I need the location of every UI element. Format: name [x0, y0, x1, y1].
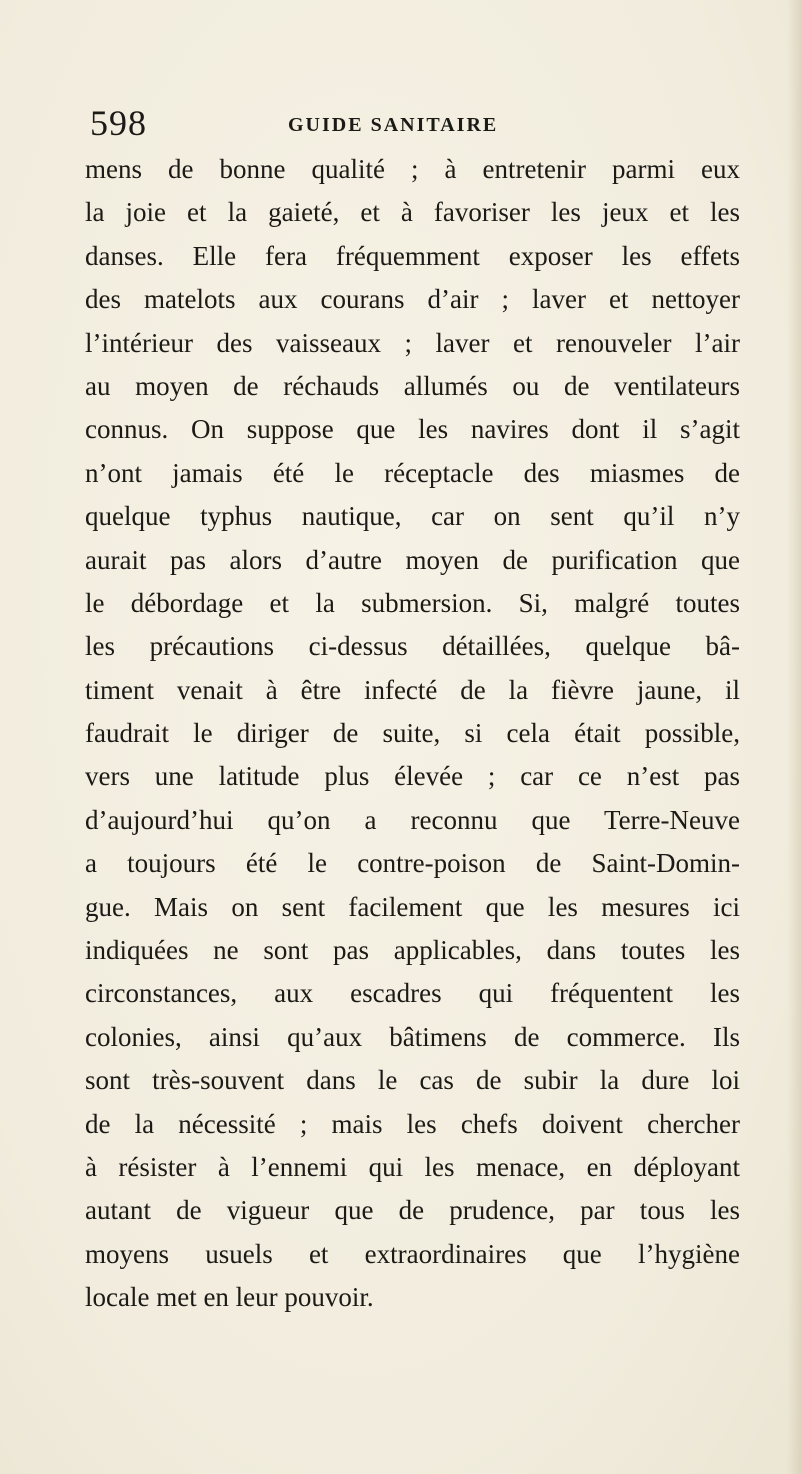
text-line: la joie et la gaieté, et à favoriser les jeux et les: [85, 197, 740, 228]
text-line: sont très-souvent dans le cas de subir la dure loi: [85, 1065, 740, 1096]
text-line: l’intérieur des vaisseaux ; laver et renouveler l’air: [85, 327, 740, 358]
text-line: moyens usuels et extraordinaires que l’hygiène: [85, 1238, 740, 1269]
text-line: danses. Elle fera fréquemment exposer les effets: [85, 240, 740, 271]
text-line: timent venait à être infecté de la fièvre jaune, il: [85, 674, 740, 705]
text-line: au moyen de réchauds allumés ou de ventilateurs: [85, 370, 740, 401]
text-line: à résister à l’ennemi qui les menace, en déployant: [85, 1151, 740, 1182]
text-line: vers une latitude plus élevée ; car ce n’est pas: [85, 761, 740, 792]
text-line: faudrait le diriger de suite, si cela était possible,: [85, 718, 740, 749]
text-line: d’aujourd’hui qu’on a reconnu que Terre-Neuve: [85, 804, 740, 835]
text-line: les précautions ci-dessus détaillées, quelque bâ-: [85, 631, 740, 662]
body-paragraph: [85, 148, 740, 1320]
page-edge-shadow: [787, 0, 801, 1474]
text-line: n’ont jamais été le réceptacle des miasmes de: [85, 457, 740, 488]
text-line: locale met en leur pouvoir.: [85, 1282, 374, 1313]
text-line: quelque typhus nautique, car on sent qu’il n’y: [85, 501, 740, 532]
page-number: 598: [90, 103, 147, 143]
text-line: indiquées ne sont pas applicables, dans toutes les: [85, 935, 740, 966]
text-line: aurait pas alors d’autre moyen de purification que: [85, 544, 740, 575]
page-header: [90, 102, 710, 150]
running-title: GUIDE SANITAIRE: [288, 114, 499, 136]
text-line: mens de bonne qualité ; à entretenir parmi eux: [85, 154, 740, 184]
text-line: des matelots aux courans d’air ; laver et nettoyer: [85, 284, 740, 315]
text-line: colonies, ainsi qu’aux bâtimens de commerce. Ils: [85, 1021, 740, 1052]
text-line: autant de vigueur que de prudence, par tous les: [85, 1195, 740, 1226]
text-line: circonstances, aux escadres qui fréquentent les: [85, 978, 740, 1009]
text-line: gue. Mais on sent facilement que les mesures ici: [85, 891, 740, 922]
text-line: connus. On suppose que les navires dont il s’agit: [85, 414, 740, 445]
text-line: de la nécessité ; mais les chefs doivent chercher: [85, 1108, 740, 1139]
text-line: a toujours été le contre-poison de Saint-Domin-: [85, 848, 740, 879]
text-line: le débordage et la submersion. Si, malgré toutes: [85, 587, 740, 618]
